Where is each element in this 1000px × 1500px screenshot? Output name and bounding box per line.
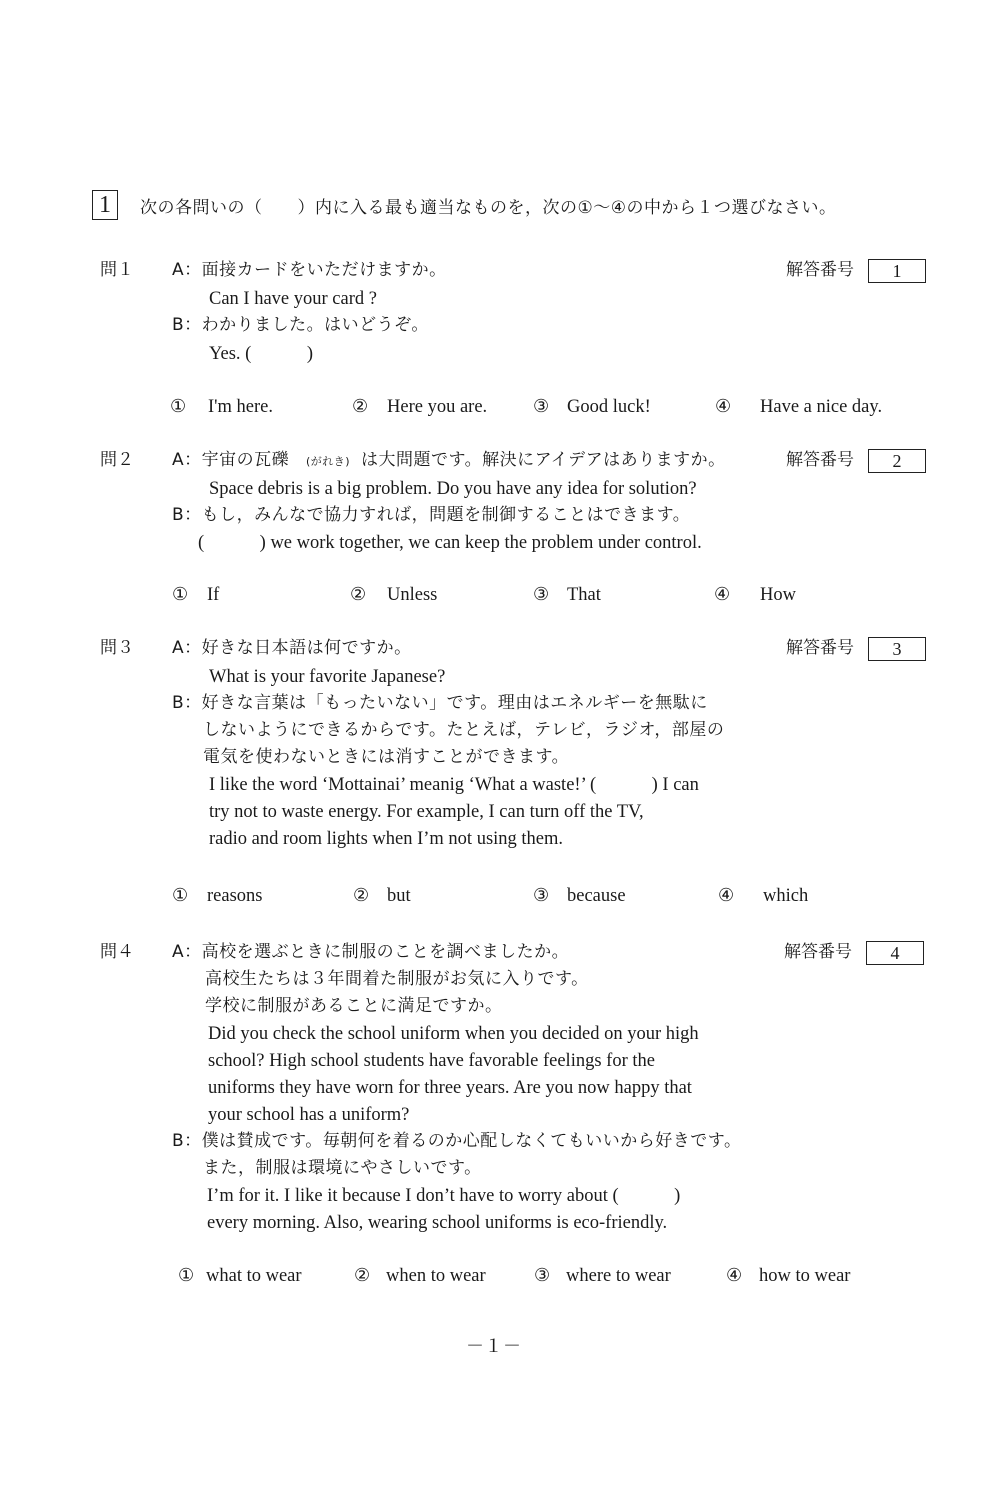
q4-answer-label: 解答番号 (784, 942, 852, 962)
q4-option-2-number: ② (354, 1265, 371, 1286)
page-number: －１－ (466, 1336, 522, 1357)
q4-line-a-en-2: school? High school students have favorable feelings for the (208, 1051, 655, 1071)
q2-line-a-en: Space debris is a big problem. Do you have any idea for solution? (209, 479, 697, 499)
q1-option-4: Have a nice day. (760, 397, 883, 417)
q1-line-b-en: Yes. ( ) (209, 344, 313, 364)
section-instruction: 次の各問いの（ ）内に入る最も適当なものを，次の①〜④の中から１つ選びなさい。 (140, 198, 837, 218)
q2-option-4: How (760, 585, 796, 605)
q3-answer-label: 解答番号 (786, 638, 854, 658)
q3-option-3: because (567, 886, 626, 906)
q4-line-a-en-4: your school has a uniform? (208, 1105, 410, 1125)
q3-answer-number: 3 (892, 638, 902, 659)
q4-line-a-jp-1: A：高校を選ぶときに制服のことを調べましたか。 (172, 942, 570, 962)
q3-option-4-number: ④ (718, 885, 735, 906)
q2-line-b-en: ( ) we work together, we can keep the problem under control. (198, 533, 702, 553)
q4-option-1: what to wear (206, 1266, 302, 1286)
q2-option-3-number: ③ (533, 584, 550, 605)
q3-answer-box (868, 637, 926, 661)
q3-option-2-number: ② (353, 885, 370, 906)
q4-option-4: how to wear (759, 1266, 851, 1286)
q3-line-a-jp: A：好きな日本語は何ですか。 (172, 638, 412, 658)
q3-line-b-jp-1: B：好きな言葉は「もったいない」です。理由はエネルギーを無駄に (172, 693, 708, 713)
q1-answer-label: 解答番号 (786, 260, 854, 280)
q2-option-1: If (207, 585, 220, 605)
q1-line-b-jp: B：わかりました。はいどうぞ。 (172, 315, 429, 335)
q2-answer-number: 2 (892, 450, 902, 471)
question-1-label: 問１ (100, 260, 134, 280)
q1-answer-box (868, 259, 926, 283)
q3-option-3-number: ③ (533, 885, 550, 906)
q2-option-2-number: ② (350, 584, 367, 605)
q2-option-4-number: ④ (714, 584, 731, 605)
q3-option-1-number: ① (172, 885, 189, 906)
q1-option-2-number: ② (352, 396, 369, 417)
q4-answer-box (866, 941, 924, 965)
section-number-box (92, 190, 118, 220)
q2-option-2: Unless (387, 585, 438, 605)
q2-option-3: That (567, 585, 601, 605)
q2-reading-gloss: (がれき) (306, 455, 351, 468)
q4-option-1-number: ① (178, 1265, 195, 1286)
q3-line-b-en-3: radio and room lights when I’m not using them. (209, 829, 564, 849)
q4-line-b-jp-1: B：僕は賛成です。毎朝何を着るのか心配しなくてもいいから好きです。 (172, 1131, 742, 1151)
section-number: 1 (99, 191, 111, 218)
q4-answer-number: 4 (890, 942, 900, 963)
q4-option-2: when to wear (386, 1266, 486, 1286)
q2-answer-label: 解答番号 (786, 450, 854, 470)
q2-answer-box (868, 449, 926, 473)
q4-line-b-en-1: I’m for it. I like it because I don’t have to worry about ( ) (207, 1186, 681, 1206)
q4-option-3: where to wear (566, 1266, 671, 1286)
q1-answer-number: 1 (892, 260, 902, 281)
question-4-label: 問４ (100, 942, 134, 962)
q4-line-a-jp-3: 学校に制服があることに満足ですか。 (205, 996, 503, 1016)
q1-option-1-number: ① (170, 396, 187, 417)
q4-line-a-en-1: Did you check the school uniform when you decided on your high (208, 1024, 699, 1044)
q2-line-a-jp-2: は大問題です。解決にアイデアはありますか。 (361, 450, 726, 470)
q4-option-4-number: ④ (726, 1265, 743, 1286)
q3-option-2: but (387, 886, 411, 906)
question-2-label: 問２ (100, 450, 134, 470)
q4-line-b-en-2: every morning. Also, wearing school uniforms is eco-friendly. (207, 1213, 668, 1233)
q1-option-4-number: ④ (715, 396, 732, 417)
q3-line-a-en: What is your favorite Japanese? (209, 667, 446, 687)
question-3-label: 問３ (100, 638, 134, 658)
q1-option-1: I'm here. (208, 397, 273, 417)
q2-line-a-jp-1: A：宇宙の瓦礫 (172, 450, 290, 470)
q1-option-3: Good luck! (567, 397, 651, 417)
q3-option-1: reasons (207, 886, 263, 906)
q4-line-a-en-3: uniforms they have worn for three years. Are you now happy that (208, 1078, 692, 1098)
q1-option-3-number: ③ (533, 396, 550, 417)
q3-line-b-jp-3: 電気を使わないときには消すことができます。 (203, 747, 570, 767)
q1-line-a-en: Can I have your card ? (209, 289, 377, 309)
q3-line-b-en-2: try not to waste energy. For example, I can turn off the TV, (209, 802, 644, 822)
q4-line-a-jp-2: 高校生たちは３年間着た制服がお気に入りです。 (205, 969, 589, 989)
q2-line-b-jp: B：もし，みんなで協力すれば，問題を制御することはできます。 (172, 505, 691, 525)
q3-option-4: which (763, 886, 809, 906)
q3-line-b-en-1: I like the word ‘Mottainai’ meanig ‘What a waste!’ ( ) I can (209, 775, 699, 795)
q2-option-1-number: ① (172, 584, 189, 605)
q1-option-2: Here you are. (387, 397, 488, 417)
q4-line-b-jp-2: また，制服は環境にやさしいです。 (203, 1158, 482, 1178)
q3-line-b-jp-2: しないようにできるからです。たとえば，テレビ，ラジオ，部屋の (203, 720, 725, 740)
q4-option-3-number: ③ (534, 1265, 551, 1286)
q1-line-a-jp: A：面接カードをいただけますか。 (172, 260, 447, 280)
